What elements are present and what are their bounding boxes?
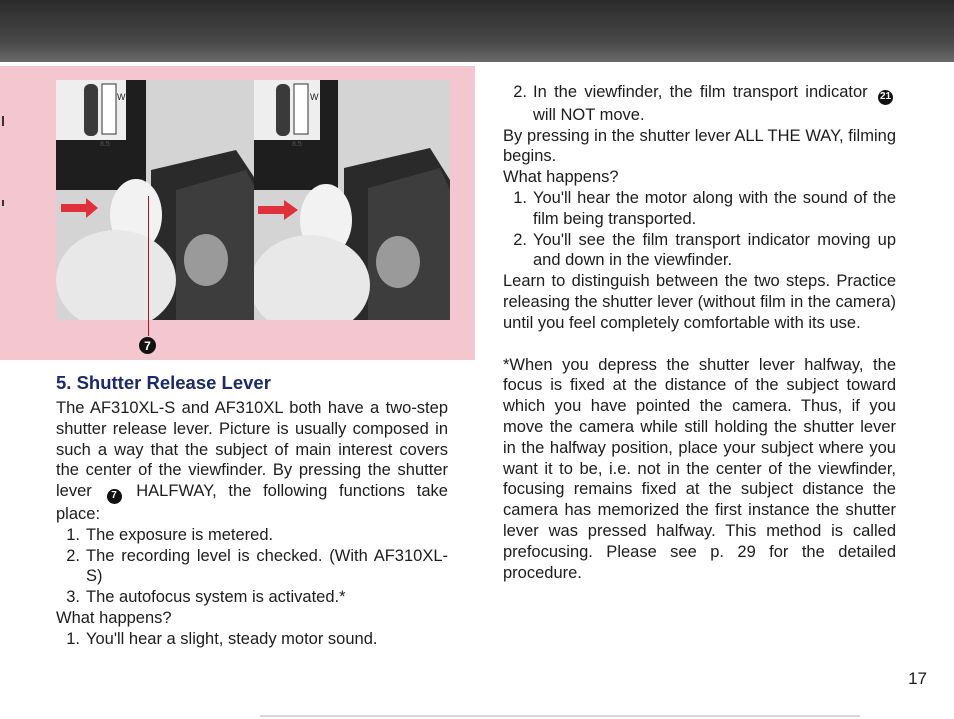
- photo-panel: [0, 66, 475, 360]
- camera-illustration: [56, 80, 256, 320]
- learn-paragraph: Learn to distinguish between the two steps. Practice releasing the shutter lever (without film in the camera) until you feel completely comfortable with its use.: [503, 272, 896, 332]
- left-column: [56, 372, 448, 650]
- right-column: [503, 82, 896, 583]
- what-happens-label: What happens?: [503, 168, 619, 187]
- continued-list: [503, 82, 896, 126]
- happens-list: [56, 629, 448, 650]
- list-item: 2. The recording level is checked. (With AF310XL-S): [66, 546, 448, 586]
- list-item: 2. You'll see the film transport indicator moving up and down in the viewfinder.: [513, 230, 896, 270]
- callout-line: [148, 196, 149, 336]
- dial-label-85: 8.5: [100, 141, 110, 148]
- happens-list: [503, 188, 896, 271]
- halfway-steps-list: [56, 525, 448, 608]
- intro-paragraph: The AF310XL-S and AF310XL both have a two-step shutter release lever. Picture is usually composed in such a way that the subject of main interest covers the center of the viewfinder. By pressing the shutter lever 7 HALFWAY, the following functions take place:: [56, 399, 448, 524]
- list-item: 1. The exposure is metered.: [66, 525, 274, 544]
- section-heading: 5. Shutter Release Lever: [56, 372, 271, 393]
- allway-paragraph: By pressing in the shutter lever ALL THE WAY, filming begins.: [503, 126, 896, 166]
- footnote-paragraph: *When you depress the shutter lever halfway, the focus is fixed at the distance of the subject toward which you have pointed the camera. Thus, if you move the camera while still holding the shutter lever in the halfway position, place your subject where you want it to be, i.e. not in the center of the viewfinder, focusing remains fixed at the subject distance the camera has memorized the first instance the shutter lever was pressed halfway. This method is called prefocusing. Please see p. 29 for the detailed procedure.: [503, 355, 896, 582]
- dial-label-w: W: [310, 92, 319, 102]
- edge-mark: [2, 116, 4, 126]
- list-item: 1. You'll hear a slight, steady motor sound.: [66, 629, 378, 648]
- list-item: 2. In the viewfinder, the film transport indicator 21 will NOT move.: [513, 83, 892, 124]
- bottom-rule: [260, 715, 860, 717]
- ref-21-marker: 21: [878, 90, 893, 105]
- camera-photo-allway: [254, 80, 450, 320]
- dial-label-85: 8.5: [292, 141, 302, 148]
- camera-illustration: [254, 80, 450, 320]
- dial-label-w: W: [117, 92, 126, 102]
- top-dark-band: [0, 0, 954, 62]
- camera-photo-halfway: [56, 80, 256, 320]
- edge-mark: [2, 200, 4, 206]
- what-happens-label: What happens?: [56, 609, 172, 628]
- list-item: 3. The autofocus system is activated.*: [66, 588, 346, 607]
- ref-7-marker: 7: [107, 489, 122, 504]
- page-number: 17: [908, 669, 927, 688]
- list-item: 1. You'll hear the motor along with the sound of the film being transported.: [513, 189, 896, 228]
- callout-ref-7: 7: [139, 337, 156, 354]
